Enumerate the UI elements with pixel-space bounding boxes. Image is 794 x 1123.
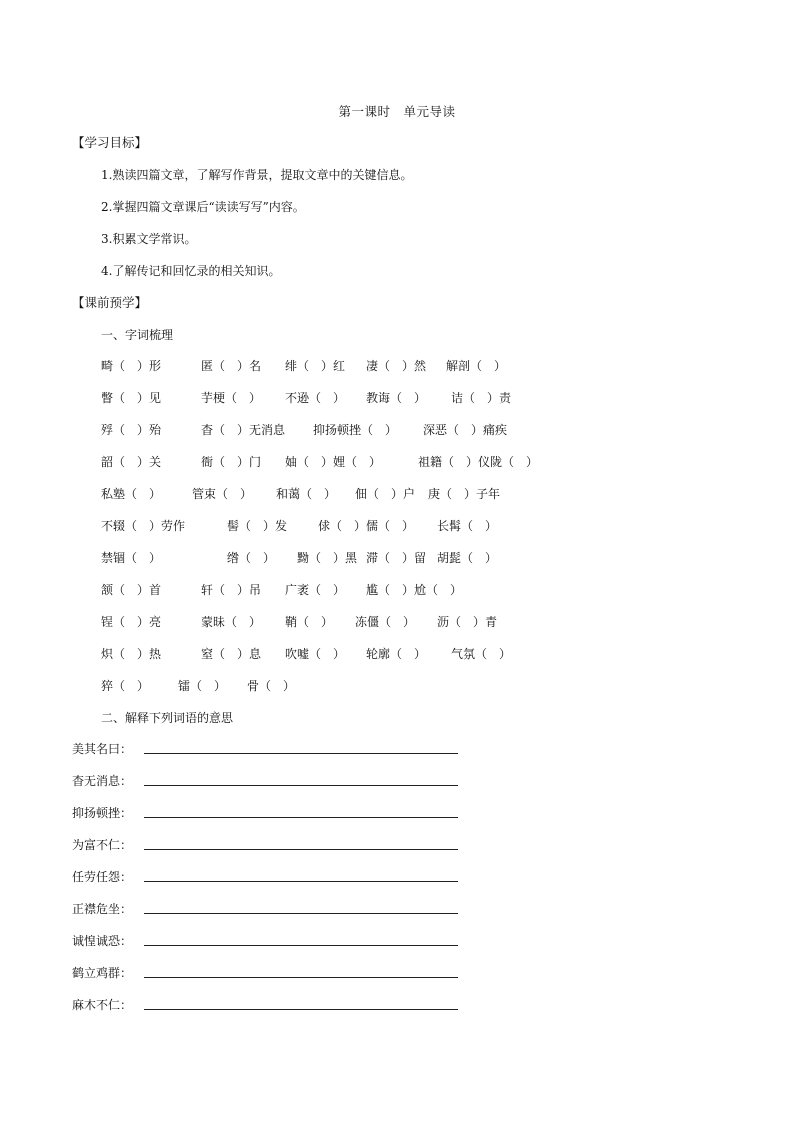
vocab-item: 教诲（ ） bbox=[366, 391, 427, 405]
page-title: 第一课时 单元导读 bbox=[338, 104, 456, 119]
vocab-item: 髻（ ）发 bbox=[227, 519, 288, 533]
vocab-item: 冻僵（ ） bbox=[355, 615, 416, 629]
answer-line[interactable] bbox=[144, 945, 458, 946]
vocab-item: 炽（ ）热 bbox=[101, 647, 162, 661]
vocab-item: 畸（ ）形 bbox=[101, 359, 162, 373]
definition-label: 诚惶诚恐： bbox=[72, 934, 133, 948]
vocab-item: 禁锢（ ） bbox=[101, 551, 162, 565]
vocab-item: 管束（ ） bbox=[192, 487, 253, 501]
vocab-item: 轩（ ）吊 bbox=[201, 583, 262, 597]
definition-label: 抑扬顿挫： bbox=[72, 806, 133, 820]
vocab-item: 凄（ ）然 bbox=[366, 359, 427, 373]
answer-line[interactable] bbox=[144, 785, 458, 786]
vocab-item: 杳（ ）无消息 bbox=[201, 423, 286, 437]
vocab-item: 锃（ ）亮 bbox=[101, 615, 162, 629]
vocab-item: 绯（ ）红 bbox=[285, 359, 346, 373]
definition-label: 正襟危坐： bbox=[72, 902, 133, 916]
vocab-item: 长髯（ ） bbox=[437, 519, 498, 533]
vocab-item: 吹嘘（ ） bbox=[285, 647, 346, 661]
definition-label: 杳无消息： bbox=[72, 774, 133, 788]
vocab-item: 沥（ ）青 bbox=[437, 615, 498, 629]
definition-label: 任劳任怨： bbox=[72, 870, 133, 884]
vocab-item: 殍（ ）殆 bbox=[101, 423, 162, 437]
vocab-item: 轮廓（ ） bbox=[366, 647, 427, 661]
vocab-item: 妯（ ）娌（ ） bbox=[285, 455, 382, 469]
vocab-item: 尴（ ）尬（ ） bbox=[366, 583, 463, 597]
vocab-item: 深恶（ ）痛疾 bbox=[423, 423, 508, 437]
vocab-item: 胡髭（ ） bbox=[437, 551, 498, 565]
objective-item: 4.了解传记和回忆录的相关知识。 bbox=[101, 264, 281, 278]
section-title-vocabulary: 一、字词梳理 bbox=[101, 328, 174, 342]
vocab-item: 韶（ ）关 bbox=[101, 455, 162, 469]
objective-item: 3.积累文学常识。 bbox=[101, 232, 197, 246]
vocab-item: 和蔼（ ） bbox=[276, 487, 337, 501]
vocab-item: 骨（ ） bbox=[247, 679, 296, 693]
vocab-item: 诘（ ）责 bbox=[451, 391, 512, 405]
vocab-item: 蒙昧（ ） bbox=[201, 615, 262, 629]
answer-line[interactable] bbox=[144, 849, 458, 850]
vocab-item: 匿（ ）名 bbox=[201, 359, 262, 373]
vocab-item: 广袤（ ） bbox=[285, 583, 346, 597]
vocab-item: 俅（ ）儒（ ） bbox=[318, 519, 415, 533]
answer-line[interactable] bbox=[144, 817, 458, 818]
objective-item: 2.掌握四篇文章课后“读读写写”内容。 bbox=[101, 200, 305, 214]
preview-heading: 【课前预学】 bbox=[72, 295, 148, 310]
objectives-heading: 【学习目标】 bbox=[72, 135, 148, 150]
answer-line[interactable] bbox=[144, 753, 458, 754]
vocab-item: 庚（ ）子年 bbox=[428, 487, 501, 501]
vocab-item: 镭（ ） bbox=[178, 679, 227, 693]
vocab-item: 颔（ ）首 bbox=[101, 583, 162, 597]
vocab-item: 瞥（ ）见 bbox=[101, 391, 162, 405]
vocab-item: 不辍（ ）劳作 bbox=[101, 519, 186, 533]
definition-label: 麻木不仁： bbox=[72, 998, 133, 1012]
vocab-item: 滞（ ）留 bbox=[366, 551, 427, 565]
definition-label: 美其名曰： bbox=[72, 742, 133, 756]
answer-line[interactable] bbox=[144, 913, 458, 914]
vocab-item: 绺（ ） bbox=[227, 551, 276, 565]
section-title-definitions: 二、解释下列词语的意思 bbox=[101, 711, 234, 725]
objective-item: 1.熟读四篇文章，了解写作背景，提取文章中的关键信息。 bbox=[101, 168, 413, 182]
vocab-item: 衙（ ）门 bbox=[201, 455, 262, 469]
definition-label: 为富不仁： bbox=[72, 838, 133, 852]
answer-line[interactable] bbox=[144, 977, 458, 978]
vocab-item: 私塾（ ） bbox=[101, 487, 162, 501]
vocab-item: 祖籍（ ）仪陇（ ） bbox=[418, 455, 539, 469]
vocab-item: 黝（ ）黑 bbox=[297, 551, 358, 565]
vocab-item: 鞘（ ） bbox=[285, 615, 334, 629]
vocab-item: 解剖（ ） bbox=[446, 359, 507, 373]
vocab-item: 芋梗（ ） bbox=[201, 391, 262, 405]
vocab-item: 佃（ ）户 bbox=[355, 487, 416, 501]
vocab-item: 窒（ ）息 bbox=[201, 647, 262, 661]
vocab-item: 气氛（ ） bbox=[451, 647, 512, 661]
answer-line[interactable] bbox=[144, 1009, 458, 1010]
vocab-item: 不逊（ ） bbox=[285, 391, 346, 405]
answer-line[interactable] bbox=[144, 881, 458, 882]
vocab-item: 抑扬顿挫（ ） bbox=[313, 423, 398, 437]
definition-label: 鹤立鸡群： bbox=[72, 966, 133, 980]
vocab-item: 猝（ ） bbox=[101, 679, 150, 693]
